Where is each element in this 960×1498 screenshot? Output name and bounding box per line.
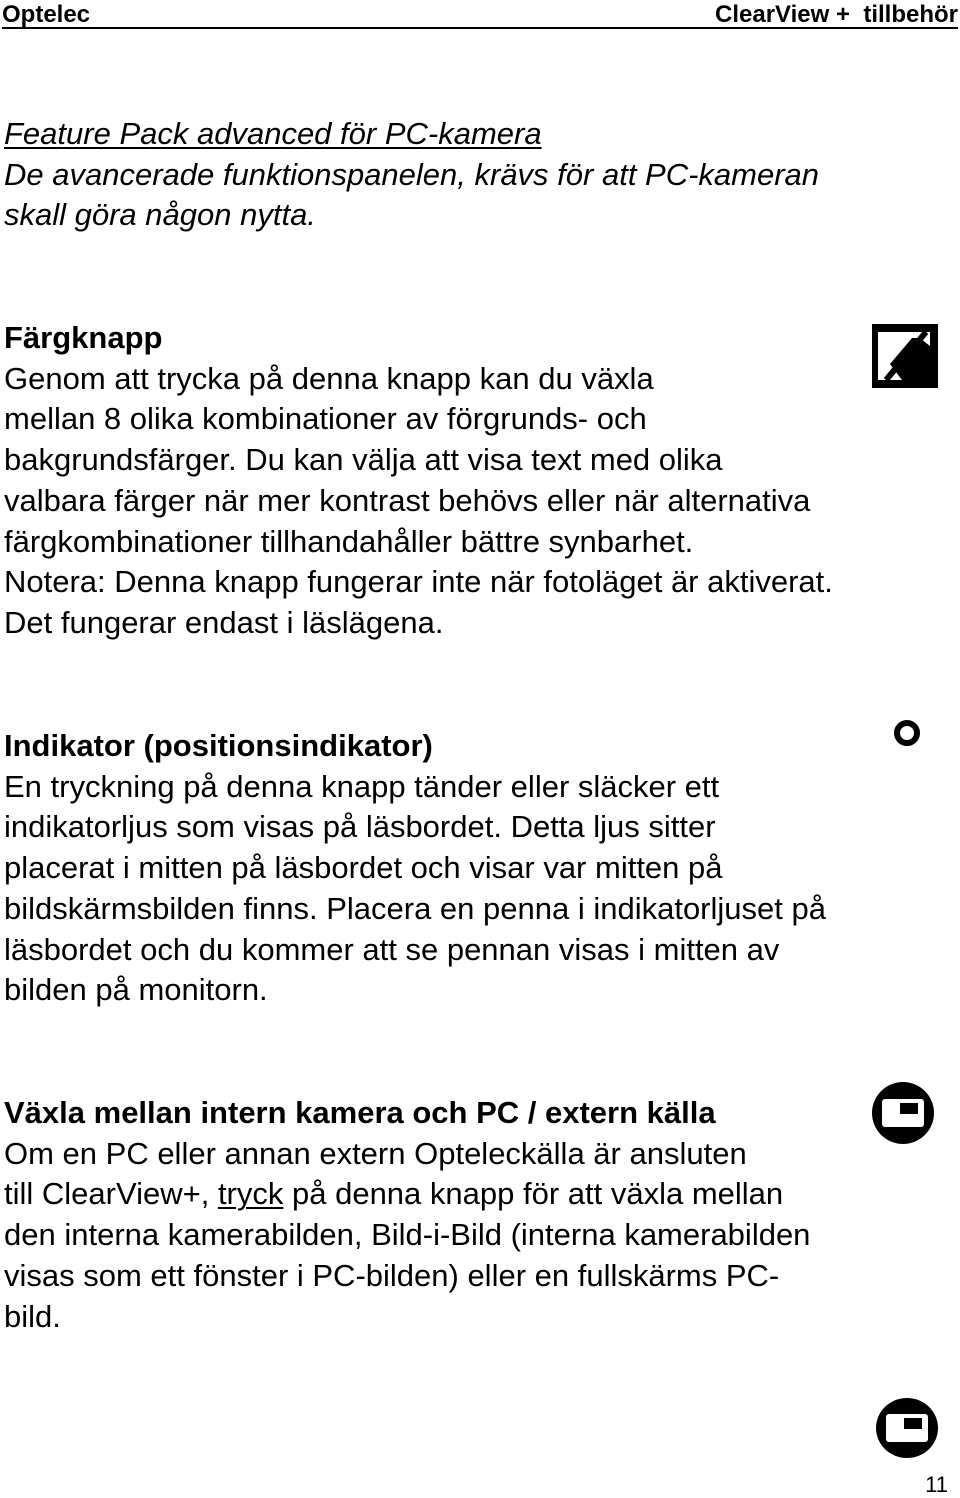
indicator-line-2: indikatorljus som visas på läsbordet. Detta ljus sitter xyxy=(4,809,716,845)
color-button-line-3: bakgrundsfärger. Du kan välja att visa text med olika xyxy=(4,442,723,478)
page-number: 11 xyxy=(925,1472,948,1497)
source-switch-icon xyxy=(872,1082,934,1144)
indicator-line-6: bilden på monitorn. xyxy=(4,972,268,1008)
header-brand: Optelec xyxy=(2,1,91,28)
feature-pack-section xyxy=(4,114,819,236)
header-product: ClearView + tillbehör xyxy=(715,1,958,28)
switch-source-line-2-start: till ClearView+, xyxy=(4,1176,218,1212)
indicator-line-4: bildskärmsbilden finns. Placera en penna i indikatorljuset på xyxy=(4,890,826,926)
color-button-line-7: Det fungerar endast i läslägena. xyxy=(4,604,444,640)
indicator-title: Indikator (positionsindikator) xyxy=(4,728,433,763)
indicator-section xyxy=(4,726,826,1011)
indicator-line-3: placerat i mitten på läsbordet och visar var mitten på xyxy=(4,850,723,886)
color-button-line-1: Genom att trycka på denna knapp kan du växla xyxy=(4,360,654,396)
indicator-line-1: En tryckning på denna knapp tänder eller släcker ett xyxy=(4,768,720,804)
source-switch-icon-bottom xyxy=(876,1398,938,1458)
color-button-line-5: färgkombinationer tillhandahåller bättre synbarhet. xyxy=(4,523,694,559)
feature-pack-line-2: skall göra någon nytta. xyxy=(4,197,316,233)
header-divider xyxy=(2,27,958,29)
switch-source-line-5: bild. xyxy=(4,1298,61,1334)
switch-source-line-3: den interna kamerabilden, Bild-i-Bild (interna kamerabilden xyxy=(4,1217,811,1253)
color-button-section xyxy=(4,318,833,644)
color-button-line-6: Notera: Denna knapp fungerar inte när fotoläget är aktiverat. xyxy=(4,564,833,600)
page-header xyxy=(0,0,960,28)
color-button-line-4: valbara färger när mer kontrast behövs eller när alternativa xyxy=(4,482,811,518)
switch-source-title: Växla mellan intern kamera och PC / extern källa xyxy=(4,1095,716,1130)
switch-source-line-2-end: på denna knapp för att växla mellan xyxy=(283,1176,784,1212)
switch-source-line-2 xyxy=(4,1174,810,1215)
feature-pack-line-1: De avancerade funktionspanelen, krävs för att PC-kameran xyxy=(4,156,820,192)
indicator-line-5: läsbordet och du kommer att se pennan visas i mitten av xyxy=(4,931,780,967)
switch-source-line-4: visas som ett fönster i PC-bilden) eller en fullskärms PC- xyxy=(4,1257,780,1293)
indicator-light-icon xyxy=(893,719,921,747)
color-contrast-icon xyxy=(872,324,938,388)
switch-source-line-1: Om en PC eller annan extern Opteleckälla är ansluten xyxy=(4,1135,747,1171)
color-button-title: Färgknapp xyxy=(4,320,163,355)
switch-source-section xyxy=(4,1093,810,1337)
color-button-line-2: mellan 8 olika kombinationer av förgrunds- och xyxy=(4,401,647,437)
tryck-emphasis: tryck xyxy=(217,1176,284,1212)
feature-pack-title: Feature Pack advanced för PC-kamera xyxy=(4,116,542,151)
